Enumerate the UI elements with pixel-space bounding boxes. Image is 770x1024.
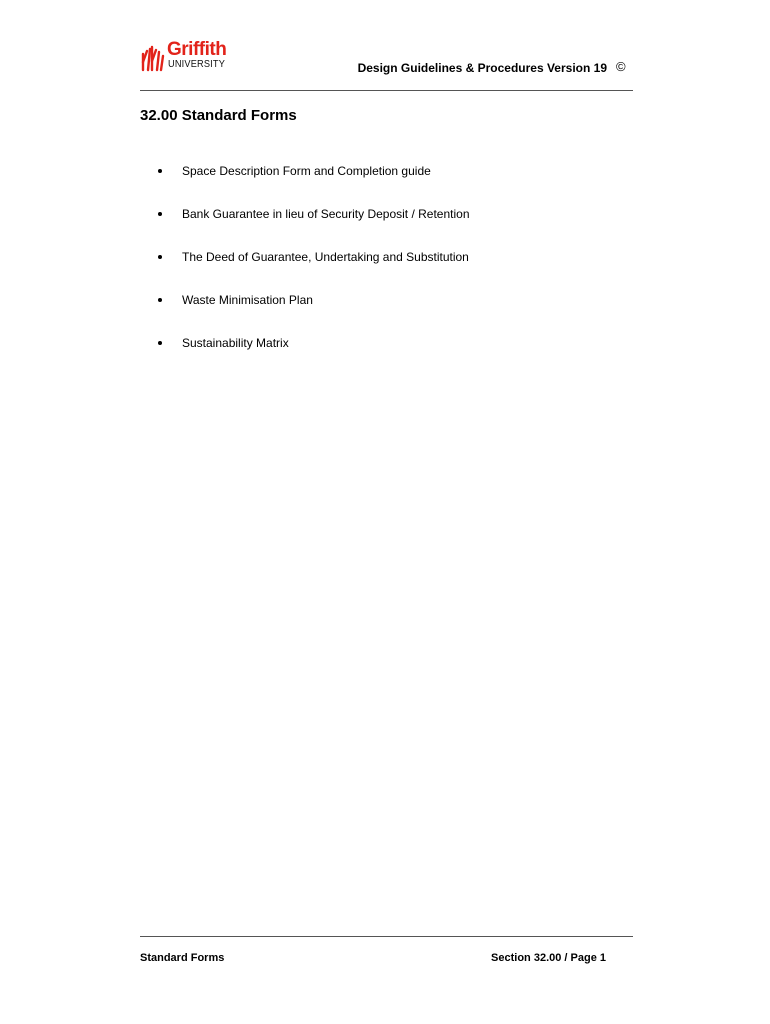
bullet-icon	[158, 212, 162, 216]
section-heading: 32.00 Standard Forms	[140, 107, 297, 124]
form-title: Bank Guarantee in lieu of Security Deposit / Retention	[182, 207, 470, 221]
bullet-icon	[158, 169, 162, 173]
logo-name: Griffith	[167, 39, 227, 60]
bullet-icon	[158, 255, 162, 259]
bullet-icon	[158, 341, 162, 345]
footer-divider	[140, 936, 633, 937]
form-title: The Deed of Guarantee, Undertaking and Substitution	[182, 250, 469, 264]
form-title: Waste Minimisation Plan	[182, 293, 313, 307]
footer-section-name: Standard Forms	[140, 952, 225, 964]
bullet-icon	[158, 298, 162, 302]
footer-page-number: Section 32.00 / Page 1	[491, 952, 606, 964]
griffith-logo-mark-icon	[140, 44, 166, 72]
header-divider	[140, 90, 633, 91]
document-header-title: Design Guidelines & Procedures Version 19	[357, 61, 607, 75]
copyright-symbol: ©	[616, 59, 626, 74]
form-title: Space Description Form and Completion guide	[182, 164, 431, 178]
logo-subtitle: UNIVERSITY	[168, 59, 226, 70]
form-title: Sustainability Matrix	[182, 336, 289, 350]
griffith-university-logo	[140, 39, 240, 74]
